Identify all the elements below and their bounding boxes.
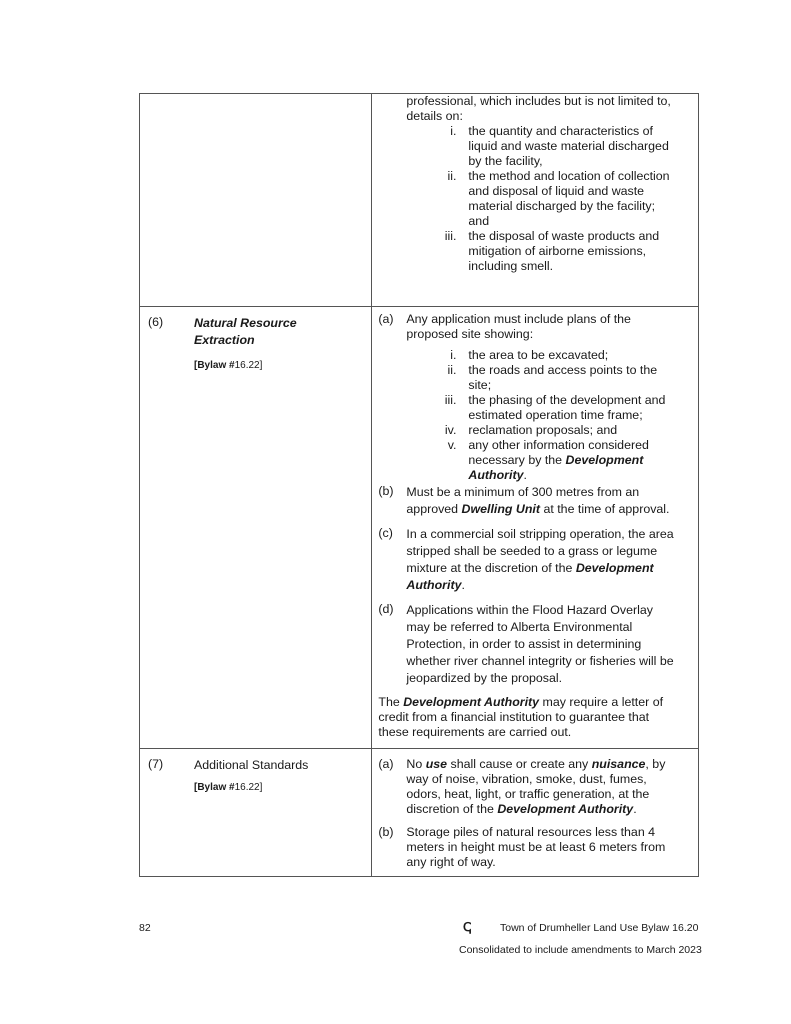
list-item-text: the method and location of collection and disposal of liquid and waste material discharged by the facility; and [468,169,670,228]
section-6-heading-cell [140,307,372,749]
table-row-section-7 [140,749,699,877]
clause-a: (a) Any application must include plans of the proposed site showing: [378,312,631,341]
clause-a: (a) No use shall cause or create any nuisance, by way of noise, vibration, smoke, dust, fumes, odors, heat, light, or traffic generation, at the discretion of the Development Authority. [378,757,666,816]
clause-b: (b) Storage piles of natural resources less than 4 meters in height must be at least 6 meters from any right of way. [378,825,666,869]
list-item-number: v. [447,438,457,452]
closing-paragraph: The Development Authority may require a letter of credit from a financial institution to guarantee that these requirements are carried out. [378,695,664,739]
list-item-text: the disposal of waste products and mitigation of airborne emissions, including smell. [468,229,660,273]
town-logo-icon: ↅ [463,920,472,934]
list-item-text: the area to be excavated; [468,348,609,362]
section-6-content-cell [372,307,699,749]
clause-d: (d) Applications within the Flood Hazard Overlay may be referred to Alberta Environmental Protection, in order to assist in determining whether river channel integrity or fisheries will be jeopardized by the proposal. [378,602,674,685]
list-item-text: the phasing of the development and estimated operation time frame; [468,393,666,422]
list-item-continued: necessary by the Development Authority. [468,453,644,482]
continuation-intro-line: professional, which includes but is not limited to, [406,94,671,108]
table-row-section-6 [140,307,699,749]
section-7-content-cell [372,749,699,877]
list-item-number: i. [450,124,457,138]
list-item-number: iii. [444,229,457,243]
clause-b: (b) Must be a minimum of 300 metres from an approved Dwelling Unit at the time of approval. [378,484,670,516]
list-item-text: reclamation proposals; and [468,423,618,437]
continuation-intro-line: details on: [406,109,463,123]
list-item-text: the quantity and characteristics of liquid and waste material discharged by the facility, [468,124,669,168]
list-item [378,423,690,438]
bylaw-reference: [Bylaw #16.22] [194,782,263,793]
list-item [378,438,690,453]
section-number: (6) [148,315,164,329]
list-item-number: iv. [444,423,457,437]
consolidation-note: Consolidated to include amendments to March 2023 [459,944,702,956]
continuation-list [378,124,690,274]
bylaw-reference: [Bylaw #16.22] [194,360,263,371]
continuation-left-cell [140,94,372,307]
section-number: (7) [148,757,164,771]
list-item-text: the roads and access points to the site; [468,363,658,392]
list-item-number: ii. [447,169,457,183]
list-item [378,169,690,229]
clause-c: (c) In a commercial soil stripping operation, the area stripped shall be seeded to a grass or legume mixture at the discretion of the Development Authority. [378,526,674,592]
table-row-continuation [140,94,699,307]
list-item [378,393,690,423]
list-item-number: ii. [447,363,457,377]
list-item-text: any other information considered [468,438,649,452]
list-item [378,348,690,363]
list-item [378,229,690,274]
bylaw-table [139,93,699,877]
section-7-heading-cell [140,749,372,877]
list-item-number: i. [450,348,457,362]
section-title: Additional Standards [194,758,309,772]
clause-a-list [378,348,690,453]
continuation-right-cell [372,94,699,307]
page-number: 82 [139,922,151,934]
document-title: Town of Drumheller Land Use Bylaw 16.20 [500,922,699,934]
list-item-number: iii. [444,393,457,407]
section-title: Natural Resource Extraction [194,316,297,347]
list-item [378,124,690,169]
list-item [378,363,690,393]
